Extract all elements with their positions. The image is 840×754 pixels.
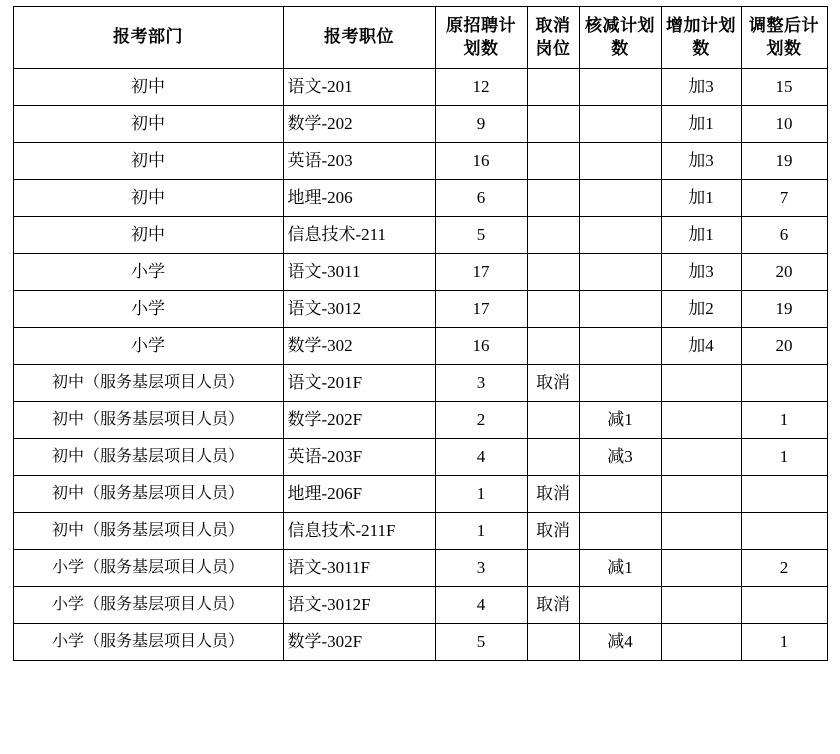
cell-increase-plan xyxy=(661,402,741,439)
table-row xyxy=(13,106,827,143)
cell-position: 语文-3012F xyxy=(283,587,435,624)
cell-cancel-post: 取消 xyxy=(527,587,579,624)
cell-increase-plan: 加1 xyxy=(661,217,741,254)
table-row xyxy=(13,439,827,476)
cell-position: 数学-302F xyxy=(283,624,435,661)
cell-reduce-plan xyxy=(579,143,661,180)
cell-adjusted-plan: 2 xyxy=(741,550,827,587)
cell-reduce-plan: 减1 xyxy=(579,402,661,439)
cell-reduce-plan xyxy=(579,217,661,254)
cell-adjusted-plan xyxy=(741,513,827,550)
table-row xyxy=(13,476,827,513)
cell-cancel-post: 取消 xyxy=(527,513,579,550)
cell-original-plan: 5 xyxy=(435,217,527,254)
cell-original-plan: 3 xyxy=(435,550,527,587)
cell-department: 初中 xyxy=(13,143,283,180)
column-header-position: 报考职位 xyxy=(283,7,435,69)
cell-department: 小学 xyxy=(13,254,283,291)
table-row xyxy=(13,69,827,106)
cell-cancel-post xyxy=(527,69,579,106)
cell-position: 地理-206 xyxy=(283,180,435,217)
cell-cancel-post xyxy=(527,291,579,328)
cell-position: 语文-3011F xyxy=(283,550,435,587)
cell-original-plan: 2 xyxy=(435,402,527,439)
cell-increase-plan: 加3 xyxy=(661,143,741,180)
cell-adjusted-plan: 1 xyxy=(741,439,827,476)
cell-cancel-post: 取消 xyxy=(527,476,579,513)
cell-adjusted-plan: 1 xyxy=(741,624,827,661)
cell-reduce-plan xyxy=(579,254,661,291)
cell-department: 小学 xyxy=(13,328,283,365)
column-header-increase-plan: 增加计划数 xyxy=(661,7,741,69)
cell-department: 初中（服务基层项目人员） xyxy=(13,513,283,550)
cell-department: 小学 xyxy=(13,291,283,328)
recruitment-plan-table xyxy=(13,6,828,661)
cell-department: 初中（服务基层项目人员） xyxy=(13,402,283,439)
cell-reduce-plan xyxy=(579,513,661,550)
column-header-cancel-post: 取消岗位 xyxy=(527,7,579,69)
cell-cancel-post xyxy=(527,550,579,587)
cell-original-plan: 6 xyxy=(435,180,527,217)
table-row xyxy=(13,513,827,550)
cell-original-plan: 12 xyxy=(435,69,527,106)
cell-department: 小学（服务基层项目人员） xyxy=(13,587,283,624)
cell-cancel-post xyxy=(527,328,579,365)
cell-cancel-post xyxy=(527,624,579,661)
table-row xyxy=(13,217,827,254)
cell-increase-plan xyxy=(661,476,741,513)
cell-increase-plan: 加3 xyxy=(661,69,741,106)
cell-position: 英语-203 xyxy=(283,143,435,180)
table-row xyxy=(13,550,827,587)
cell-increase-plan xyxy=(661,550,741,587)
cell-reduce-plan: 减1 xyxy=(579,550,661,587)
cell-position: 数学-302 xyxy=(283,328,435,365)
cell-position: 信息技术-211 xyxy=(283,217,435,254)
cell-original-plan: 4 xyxy=(435,439,527,476)
cell-increase-plan xyxy=(661,439,741,476)
cell-increase-plan: 加3 xyxy=(661,254,741,291)
cell-cancel-post: 取消 xyxy=(527,365,579,402)
cell-adjusted-plan: 20 xyxy=(741,328,827,365)
cell-original-plan: 1 xyxy=(435,476,527,513)
column-header-department: 报考部门 xyxy=(13,7,283,69)
cell-department: 初中（服务基层项目人员） xyxy=(13,439,283,476)
cell-position: 信息技术-211F xyxy=(283,513,435,550)
table-body xyxy=(13,69,827,661)
cell-increase-plan: 加1 xyxy=(661,106,741,143)
cell-increase-plan: 加2 xyxy=(661,291,741,328)
cell-original-plan: 17 xyxy=(435,254,527,291)
cell-cancel-post xyxy=(527,439,579,476)
cell-reduce-plan xyxy=(579,291,661,328)
cell-position: 英语-203F xyxy=(283,439,435,476)
table-row xyxy=(13,365,827,402)
cell-original-plan: 9 xyxy=(435,106,527,143)
cell-original-plan: 1 xyxy=(435,513,527,550)
table-row xyxy=(13,624,827,661)
cell-department: 初中 xyxy=(13,69,283,106)
cell-adjusted-plan xyxy=(741,587,827,624)
cell-department: 初中 xyxy=(13,180,283,217)
cell-adjusted-plan: 6 xyxy=(741,217,827,254)
cell-reduce-plan: 减4 xyxy=(579,624,661,661)
column-header-original-plan: 原招聘计划数 xyxy=(435,7,527,69)
cell-reduce-plan xyxy=(579,476,661,513)
cell-cancel-post xyxy=(527,402,579,439)
cell-adjusted-plan: 19 xyxy=(741,291,827,328)
cell-original-plan: 3 xyxy=(435,365,527,402)
cell-adjusted-plan: 19 xyxy=(741,143,827,180)
cell-reduce-plan xyxy=(579,328,661,365)
cell-increase-plan xyxy=(661,624,741,661)
cell-reduce-plan xyxy=(579,365,661,402)
cell-department: 小学（服务基层项目人员） xyxy=(13,550,283,587)
cell-adjusted-plan: 20 xyxy=(741,254,827,291)
cell-increase-plan: 加4 xyxy=(661,328,741,365)
cell-position: 语文-201 xyxy=(283,69,435,106)
cell-adjusted-plan xyxy=(741,365,827,402)
table-header xyxy=(13,7,827,69)
cell-reduce-plan xyxy=(579,69,661,106)
cell-cancel-post xyxy=(527,180,579,217)
table-row xyxy=(13,328,827,365)
cell-department: 初中 xyxy=(13,217,283,254)
cell-increase-plan xyxy=(661,587,741,624)
cell-position: 数学-202F xyxy=(283,402,435,439)
cell-original-plan: 16 xyxy=(435,143,527,180)
column-header-adjusted-plan: 调整后计划数 xyxy=(741,7,827,69)
cell-position: 地理-206F xyxy=(283,476,435,513)
cell-cancel-post xyxy=(527,254,579,291)
cell-position: 语文-3012 xyxy=(283,291,435,328)
cell-increase-plan xyxy=(661,513,741,550)
table-row xyxy=(13,402,827,439)
cell-increase-plan: 加1 xyxy=(661,180,741,217)
table-row xyxy=(13,254,827,291)
cell-cancel-post xyxy=(527,106,579,143)
table-row xyxy=(13,291,827,328)
cell-reduce-plan xyxy=(579,587,661,624)
table-row xyxy=(13,143,827,180)
cell-original-plan: 16 xyxy=(435,328,527,365)
cell-department: 小学（服务基层项目人员） xyxy=(13,624,283,661)
cell-position: 语文-201F xyxy=(283,365,435,402)
cell-department: 初中（服务基层项目人员） xyxy=(13,476,283,513)
cell-department: 初中（服务基层项目人员） xyxy=(13,365,283,402)
cell-original-plan: 17 xyxy=(435,291,527,328)
cell-adjusted-plan: 1 xyxy=(741,402,827,439)
cell-position: 数学-202 xyxy=(283,106,435,143)
cell-adjusted-plan: 10 xyxy=(741,106,827,143)
cell-original-plan: 4 xyxy=(435,587,527,624)
cell-department: 初中 xyxy=(13,106,283,143)
cell-increase-plan xyxy=(661,365,741,402)
cell-cancel-post xyxy=(527,217,579,254)
cell-cancel-post xyxy=(527,143,579,180)
cell-reduce-plan xyxy=(579,106,661,143)
cell-adjusted-plan xyxy=(741,476,827,513)
table-header-row xyxy=(13,7,827,69)
cell-position: 语文-3011 xyxy=(283,254,435,291)
cell-adjusted-plan: 7 xyxy=(741,180,827,217)
table-row xyxy=(13,180,827,217)
cell-adjusted-plan: 15 xyxy=(741,69,827,106)
cell-reduce-plan: 减3 xyxy=(579,439,661,476)
table-row xyxy=(13,587,827,624)
cell-reduce-plan xyxy=(579,180,661,217)
column-header-reduce-plan: 核减计划数 xyxy=(579,7,661,69)
cell-original-plan: 5 xyxy=(435,624,527,661)
